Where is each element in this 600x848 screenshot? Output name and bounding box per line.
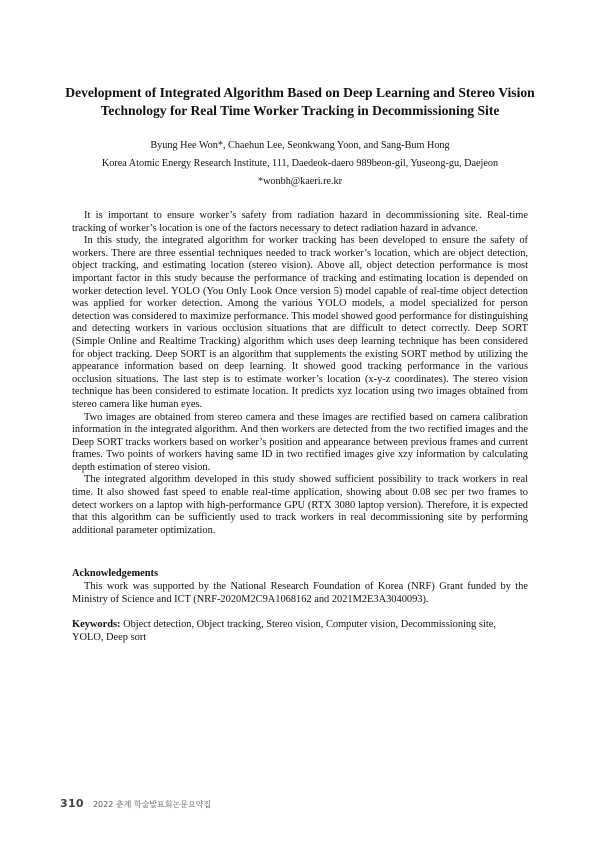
author-list: Byung Hee Won*, Chaehun Lee, Seonkwang Yoon, and Sang-Bum Hong: [150, 140, 450, 151]
acknowledgements-text: This work was supported by the National Research Foundation of Korea (NRF) Grant funded by the Ministry of Science and ICT (NRF-2020M2C9A1068162 and 2021M2E3A3040093).: [72, 581, 528, 605]
keywords-line: [72, 619, 528, 644]
journal-name: 2022 춘계 학술발표회논문요약집: [92, 800, 212, 809]
page-number: 310: [60, 797, 84, 810]
affiliation: Korea Atomic Energy Research Institute, 111, Daedeok-daero 989beon-gil, Yuseong-gu, Daejeon: [101, 158, 499, 169]
paragraph: Two images are obtained from stereo camera and these images are rectified based on camera calibration information in the integrated algorithm. And then workers are detected from the two rectified images and the Deep SORT tracks workers based on worker’s position and appearance between previous frames and current frames. Two points of workers having same ID in two rectified images give xzy information by calculating depth estimation of stereo vision.: [72, 411, 528, 473]
paragraph: The integrated algorithm developed in this study showed sufficient possibility to track workers in real time. It also showed fast speed to enable real-time application, showing about 0.08 sec per two frames to detect workers on a laptop with high-performance GPU (RTX 3080 laptop version). Therefore, it is expected that this algorithm can be sufficiently used to track workers in real decommissioning site by performing additional parameter optimization.: [72, 474, 528, 536]
keywords-list: Object detection, Object tracking, Stereo vision, Computer vision, Decommissioning site, YOLO, Deep sort: [72, 619, 496, 643]
contact-email: *wonbh@kaeri.re.kr: [257, 176, 343, 187]
paragraph: It is important to ensure worker’s safety from radiation hazard in decommissioning site. Real-time tracking of worker’s location is one of the factors necessary to detect radiation hazard in advance.: [72, 210, 528, 234]
abstract-body: [72, 210, 528, 537]
acknowledgements-heading: Acknowledgements: [72, 568, 159, 579]
paper-title: Development of Integrated Algorithm Based on Deep Learning and Stereo Vision Technology for Real Time Worker Tracking in Decommissioning Site: [65, 85, 535, 118]
page-footer: [60, 792, 211, 811]
keywords-label: Keywords:: [72, 619, 121, 630]
paragraph: In this study, the integrated algorithm for worker tracking has been developed to ensure the safety of workers. There are three essential techniques needed to track worker’s location, which are object detection, object tracking, and estimating location (stereo vision). Above all, object detection performance is most important factor in this study because the performance of tracking and estimating location is depended on worker detection level. YOLO (You Only Look Once version 5) model capable of real-time object detection was applied for worker detection. Among the various YOLO models, a model specialized for person detection was considered to maximize performance. This model showed good performance for distinguishing and detecting workers in various occlusion situations that are difficult to detect correctly. Deep SORT (Simple Online and Realtime Tracking) algorithm which uses deep learning technique has been considered for object tracking. Deep SORT is an algorithm that supplements the existing SORT method by utilizing the appearance information based on deep learning. It showed good tracking performance in the various occlusion situations. The last step is to estimate worker’s location (x-y-z coordinates). The stereo vision technique has been considered to estimate location. It predicts xyz location using two images obtained from stereo camera like human eyes.: [72, 235, 528, 410]
